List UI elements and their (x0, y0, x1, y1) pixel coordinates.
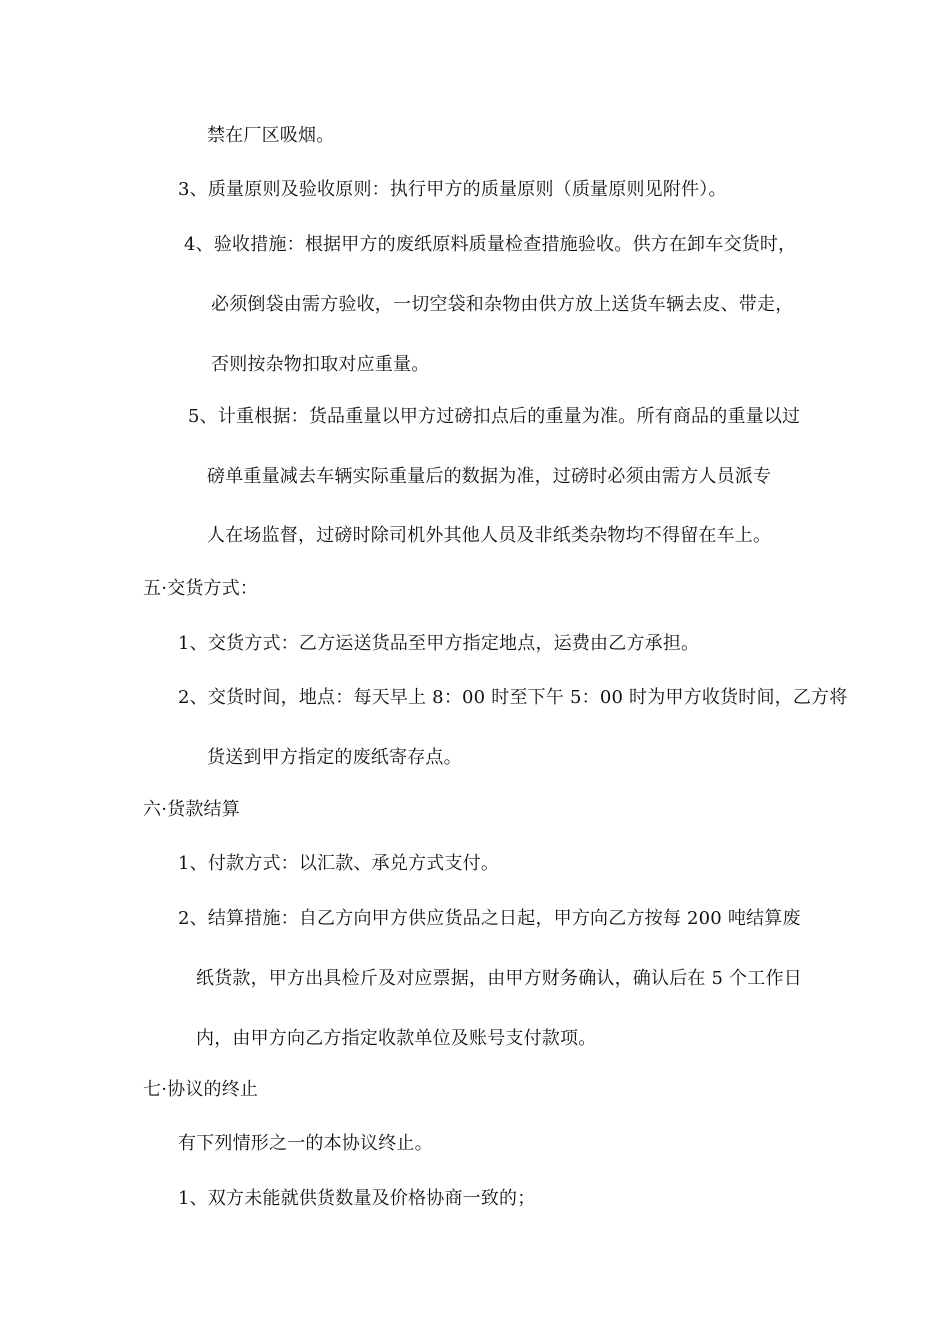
text-line-8: 人在场监督，过磅时除司机外其他人员及非纸类杂物均不得留在车上。 (207, 525, 772, 546)
text-line-2: 3、质量原则及验收原则：执行甲方的质量原则（质量原则见附件）。 (178, 179, 727, 200)
text-line-3: 4、验收措施：根据甲方的废纸原料质量检查措施验收。供方在卸车交货时， (184, 234, 797, 255)
text-line-14: 1、付款方式：以汇款、承兑方式支付。 (178, 853, 500, 874)
text-line-4: 必须倒袋由需方验收，一切空袋和杂物由供方放上送货车辆去皮、带走， (211, 294, 794, 315)
text-line-20: 1、双方未能就供货数量及价格协商一致的； (178, 1188, 536, 1209)
text-line-1: 禁在厂区吸烟。 (207, 125, 335, 146)
section-heading-7: 七·协议的终止 (143, 1079, 259, 1100)
text-line-11: 2、交货时间，地点：每天早上 8：00 时至下午 5：00 时为甲方收货时间，乙方将 (178, 687, 848, 708)
text-line-5: 否则按杂物扣取对应重量。 (211, 354, 430, 375)
text-line-19: 有下列情形之一的本协议终止。 (178, 1133, 433, 1154)
text-line-7: 磅单重量减去车辆实际重量后的数据为准，过磅时必须由需方人员派专 (207, 466, 772, 487)
section-heading-5: 五·交货方式： (143, 578, 259, 599)
text-line-16: 纸货款，甲方出具检斤及对应票据，由甲方财务确认，确认后在 5 个工作日 (196, 968, 802, 989)
text-line-15: 2、结算措施：自乙方向甲方供应货品之日起，甲方向乙方按每 200 吨结算废 (178, 908, 801, 929)
text-line-12: 货送到甲方指定的废纸寄存点。 (207, 747, 462, 768)
text-line-10: 1、交货方式：乙方运送货品至甲方指定地点，运费由乙方承担。 (178, 633, 700, 654)
text-line-17: 内，由甲方向乙方指定收款单位及账号支付款项。 (196, 1028, 597, 1049)
section-heading-6: 六·货款结算 (143, 799, 240, 820)
text-line-6: 5、计重根据：货品重量以甲方过磅扣点后的重量为准。所有商品的重量以过 (188, 406, 801, 427)
